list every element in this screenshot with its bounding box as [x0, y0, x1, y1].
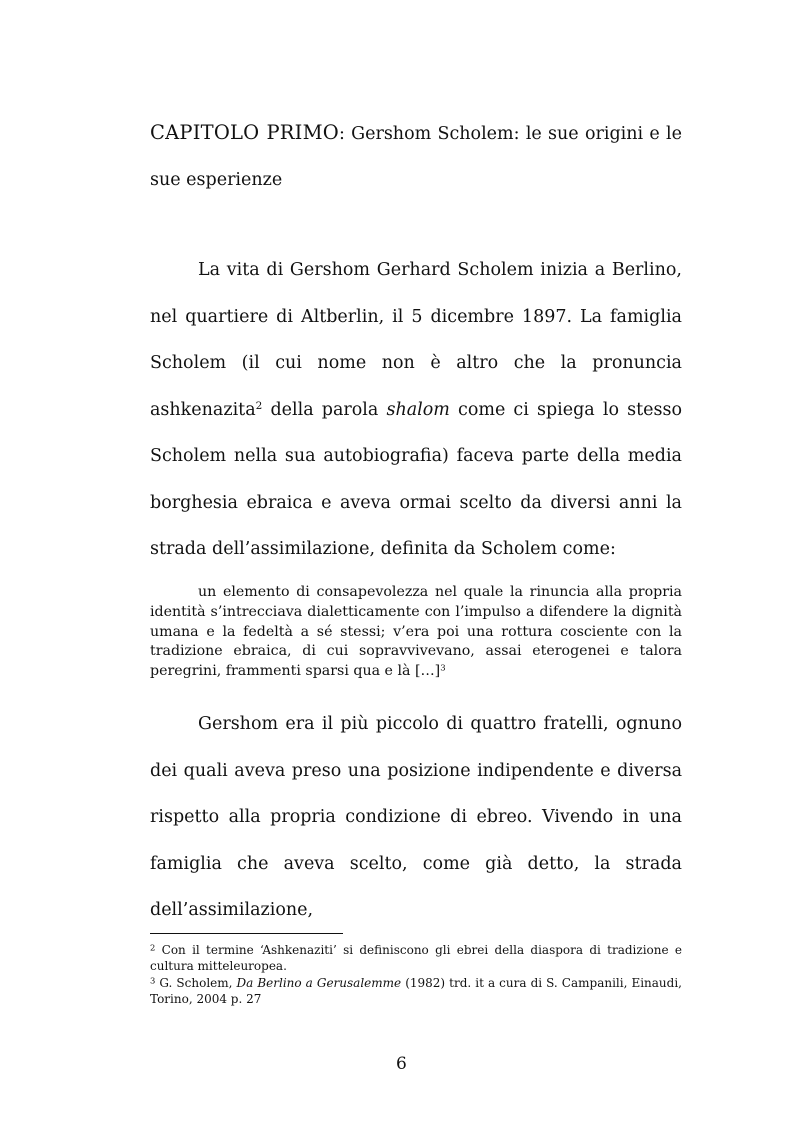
paragraph-1-text-a: La vita di Gershom Gerhard Scholem inizia a Berlino, nel quartiere di Altberlin, il 5 dicembre 1897. La famiglia Scholem (il cui nome non è altro che la pronuncia ashkenazita	[150, 260, 682, 420]
footnote-ref-2: 2	[255, 399, 263, 412]
italic-word-shalom: shalom	[386, 399, 450, 420]
footnote-2-number: 2	[150, 942, 156, 953]
page-number: 6	[396, 1054, 407, 1074]
quote-text: un elemento di consapevolezza nel quale la rinuncia alla propria identità s’intrecciava dialetticamente con l’impulso a difendere la dignità umana e la fedeltà a sé stessi; v’era poi una rottura cosciente con la tradizione ebraica, di cui sopravvivevano, assai eterogenei e talora peregrini, frammenti sparsi qua e là […]	[150, 584, 682, 680]
chapter-label: CAPITOLO PRIMO	[150, 121, 339, 144]
chapter-heading	[150, 110, 682, 203]
block-quote	[150, 583, 682, 682]
footnote-2-text: Con il termine ‘Ashkenaziti’ si definiscono gli ebrei della diaspora di tradizione e cultura mitteleuropea.	[150, 943, 682, 973]
paragraph-1-text-c: come ci spiega lo stesso Scholem nella sua autobiografia) faceva parte della media borghesia ebraica e aveva ormai scelto da diversi anni la strada dell’assimilazione, definita da Scholem come:	[150, 399, 682, 559]
chapter-subtitle: : Gershom Scholem: le sue origini e le sue esperienze	[150, 124, 682, 190]
body-paragraph-1	[150, 247, 682, 573]
footnote-separator	[150, 933, 343, 934]
body-paragraph-2	[150, 701, 682, 934]
footnote-3-book-title: Da Berlino a Gerusalemme	[236, 976, 402, 990]
footnote-3-number: 3	[150, 975, 156, 986]
footnote-ref-3: 3	[440, 663, 446, 674]
footnote-2	[150, 942, 682, 974]
footnote-3-text-b: (1982) trd. it a cura di S. Campanili, Einaudi, Torino, 2004 p. 27	[150, 976, 682, 1006]
footnote-3-text-a: G. Scholem,	[155, 976, 237, 990]
paragraph-1-text-b: della parola	[262, 399, 387, 420]
paragraph-2-text: Gershom era il più piccolo di quattro fratelli, ognuno dei quali aveva preso una posizione indipendente e diversa rispetto alla propria condizione di ebreo. Vivendo in una famiglia che aveva scelto, come già detto, la strada dell’assimilazione,	[150, 714, 682, 920]
footnote-3	[150, 975, 682, 1007]
